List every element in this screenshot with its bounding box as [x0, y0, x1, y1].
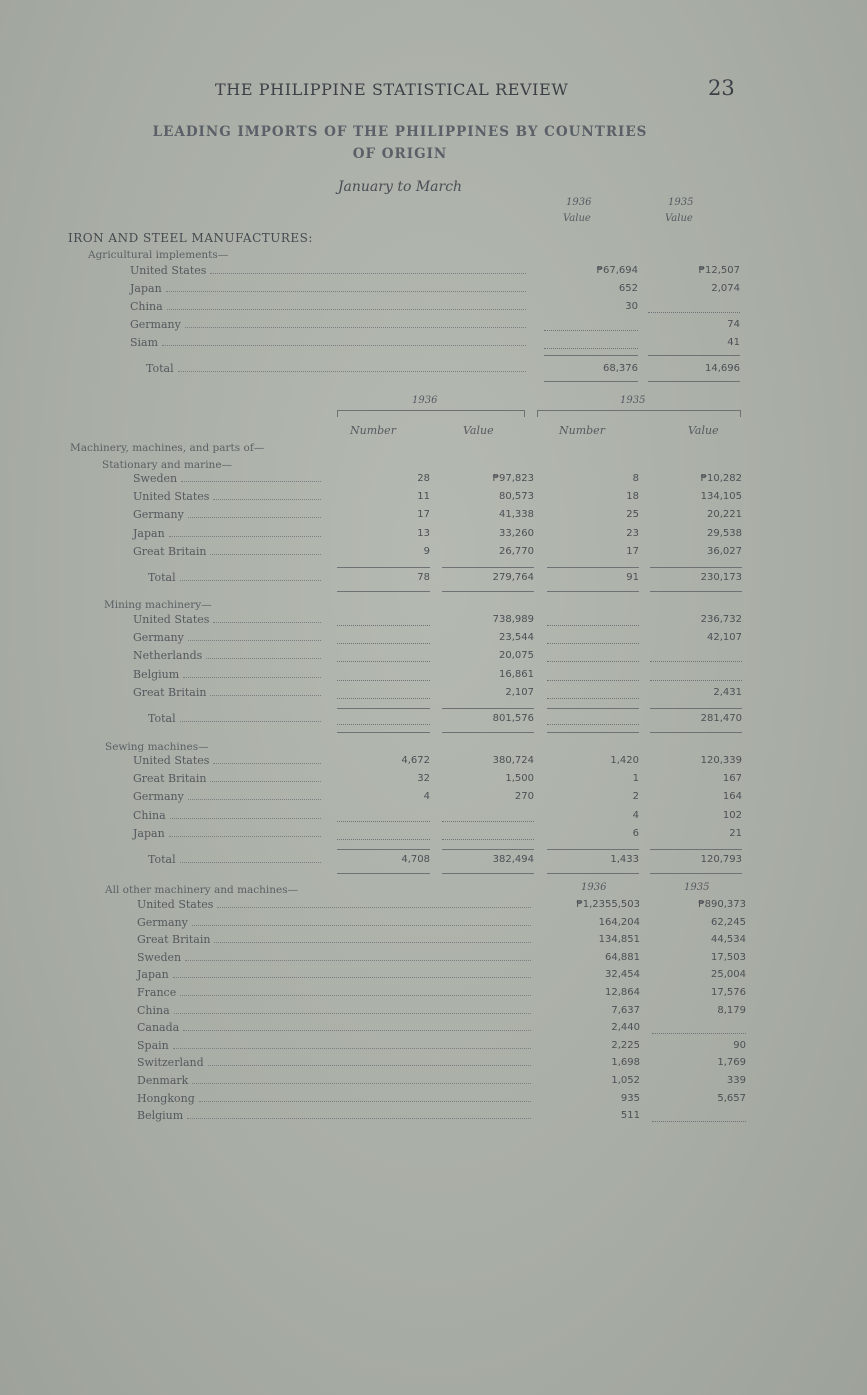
empty-dash [337, 820, 430, 822]
leader-dots [183, 677, 321, 678]
col-value-1935: Value [665, 213, 693, 224]
total-rule-bottom [547, 872, 639, 874]
row-label: United States [137, 898, 214, 911]
row-label: Germany [137, 915, 188, 929]
table-row-label [137, 916, 535, 929]
total-rule [337, 566, 430, 568]
leader-dots [178, 371, 526, 372]
cell-value-1935: ₱12,507 [698, 265, 740, 276]
cell-v1936: 20,075 [499, 650, 534, 662]
cell-v1936: 80,573 [499, 491, 534, 503]
empty-dash [442, 838, 534, 840]
cell-n1935: 6 [632, 827, 639, 839]
empty-dash [650, 679, 742, 681]
empty-dash [337, 679, 430, 681]
total-rule [648, 354, 740, 356]
total-rule-bottom [442, 872, 534, 874]
heading-machinery: Machinery, machines, and parts of— [70, 442, 265, 454]
leader-dots [213, 763, 321, 764]
empty-dash [337, 642, 430, 644]
table-row-label [137, 1039, 535, 1052]
row-label: Great Britain [133, 772, 207, 786]
cell-value-1936: 12,864 [605, 987, 640, 998]
table-row-label [137, 1092, 535, 1105]
leader-dots [210, 554, 321, 555]
cell-value-1935: 44,534 [711, 934, 746, 946]
row-label: China [137, 1003, 170, 1017]
cell-value-1936: ₱67,694 [596, 265, 638, 276]
empty-dash [652, 1120, 746, 1122]
cell-value-1936: 7,637 [611, 1004, 640, 1016]
leader-dots [210, 781, 321, 782]
row-label: Belgium [137, 1109, 184, 1123]
cell-value-1936: 652 [618, 283, 638, 294]
cell-value-1936: 511 [620, 1110, 640, 1122]
col-value-1936: Value [563, 213, 591, 224]
empty-dash [547, 679, 639, 681]
table-row-label [133, 545, 325, 558]
cell-n1935: 8 [632, 473, 639, 484]
table-row-label [130, 318, 530, 331]
row-label: Belgium [133, 667, 180, 681]
table-row-label [133, 631, 325, 644]
cell-value-1936: 2,440 [611, 1022, 640, 1034]
row-label: Germany [133, 790, 184, 804]
cell-value-1935: 74 [727, 319, 740, 330]
leader-dots [185, 327, 526, 328]
cell-v1936: 738,989 [492, 614, 534, 625]
cell-v1935: 29,538 [707, 527, 742, 539]
cell-v1935: 236,732 [700, 614, 742, 625]
cell-v1935: 134,105 [700, 491, 742, 503]
row-label: Germany [130, 318, 181, 331]
leader-dots [181, 481, 321, 482]
empty-dash [650, 660, 742, 662]
cell-v1936: ₱97,823 [492, 473, 534, 484]
cell-value-1936: 32,454 [605, 969, 640, 981]
cell-value-1936: 134,851 [598, 934, 640, 946]
row-label: Switzerland [137, 1056, 204, 1070]
subheading-stationary: Stationary and marine— [102, 459, 233, 471]
leader-dots [188, 517, 321, 518]
row-label: United States [133, 613, 210, 626]
cell-v1936: 270 [514, 791, 534, 803]
total-row-label [148, 571, 325, 584]
total-rule-bottom [650, 731, 742, 733]
row-label: Great Britain [133, 544, 207, 558]
table-row-label [137, 951, 535, 964]
cell-value-1935: 1,769 [717, 1057, 746, 1069]
cell-n1935: 1 [632, 773, 639, 785]
total-v1936: 801,576 [492, 713, 534, 724]
brace-1936 [337, 410, 525, 417]
total-n1936: 78 [417, 572, 430, 583]
empty-dash [337, 624, 430, 626]
cell-v1935: 20,221 [707, 509, 742, 521]
row-label: Japan [133, 826, 165, 840]
cell-value-1935: 8,179 [717, 1004, 746, 1016]
table-row-label [130, 300, 530, 313]
table-row-label [137, 986, 535, 999]
cell-v1936: 26,770 [499, 545, 534, 557]
cell-value-1935: 5,657 [717, 1092, 746, 1104]
total-rule [337, 707, 430, 709]
cell-v1936: 16,861 [499, 668, 534, 680]
empty-dash [547, 660, 639, 662]
period-label: January to March [337, 179, 463, 195]
cell-v1935: 21 [729, 827, 742, 839]
total-rule-bottom [650, 590, 742, 592]
total-rule [442, 707, 534, 709]
row-label: Netherlands [133, 649, 203, 663]
cell-value-1936: 1,052 [611, 1075, 640, 1086]
empty-dash [648, 311, 740, 313]
cell-value-1936: 935 [620, 1092, 640, 1104]
col-year-1936: 1936 [566, 197, 592, 208]
subheading-agricultural: Agricultural implements— [88, 249, 229, 261]
row-label: Great Britain [137, 933, 211, 947]
cell-value-1936: 1,698 [611, 1057, 640, 1069]
total-value-1935: 14,696 [705, 363, 740, 374]
row-label: Japan [137, 968, 169, 982]
cell-value-1935: 339 [726, 1075, 746, 1086]
cell-value-1935: ₱890,373 [698, 899, 746, 910]
cell-n1936: 13 [417, 527, 430, 539]
cell-n1936: 4 [423, 791, 430, 803]
total-n1935: 1,433 [610, 854, 639, 865]
subheading-sewing: Sewing machines— [105, 741, 209, 753]
leader-dots [183, 1030, 531, 1031]
total-rule [337, 848, 430, 850]
leader-dots [173, 977, 531, 978]
leader-dots [208, 1065, 531, 1066]
table-row-label [133, 668, 325, 681]
subheading-mining: Mining machinery— [104, 599, 212, 611]
cell-value-1936: 164,204 [598, 916, 640, 928]
empty-dash [547, 624, 639, 626]
row-label: Siam [130, 336, 159, 349]
cell-n1935: 18 [626, 491, 639, 503]
table-row-label [137, 1109, 535, 1122]
total-v1935: 281,470 [700, 713, 742, 724]
table-row-label [133, 827, 325, 840]
cell-n1935: 17 [626, 545, 639, 557]
leader-dots [213, 622, 321, 623]
total-n1935: 91 [626, 572, 639, 583]
cell-n1935: 4 [632, 809, 639, 821]
row-label: China [133, 808, 166, 822]
leader-dots [192, 1083, 531, 1084]
leader-dots [162, 345, 526, 346]
table-row-label [130, 336, 530, 349]
cell-value-1935: 2,074 [711, 283, 740, 294]
table-row-label [133, 649, 325, 662]
row-label: Great Britain [133, 685, 207, 699]
row-label: Hongkong [137, 1091, 195, 1105]
row-label: France [137, 986, 177, 999]
cell-n1936: 28 [417, 473, 430, 484]
leader-dots [217, 907, 531, 908]
row-label: Germany [133, 631, 184, 645]
total-rule [650, 707, 742, 709]
cell-v1935: 167 [722, 773, 742, 785]
table-row-label [137, 1004, 535, 1017]
total-v1935: 120,793 [700, 854, 742, 865]
table-row-label [133, 809, 325, 822]
total-rule [442, 566, 534, 568]
cell-n1936: 17 [417, 509, 430, 521]
table-row-label [133, 772, 325, 785]
leader-dots [180, 862, 321, 863]
col-number-1935: Number [559, 424, 605, 437]
empty-dash [337, 723, 430, 725]
empty-dash [547, 697, 639, 699]
cell-v1935: 164 [722, 791, 742, 803]
leader-dots [166, 291, 526, 292]
table-row-label [133, 490, 325, 503]
total-rule [547, 848, 639, 850]
cell-n1936: 32 [417, 773, 430, 785]
leader-dots [185, 960, 531, 961]
cell-n1935: 25 [626, 509, 639, 521]
leader-dots [173, 1048, 531, 1049]
total-rule-bottom [337, 590, 430, 592]
row-label: Sweden [137, 950, 182, 964]
col-number-1936: Number [350, 424, 396, 437]
total-rule-bottom [442, 731, 534, 733]
total-rule [650, 848, 742, 850]
row-label: Japan [133, 526, 165, 540]
table-row-label [133, 686, 325, 699]
table-row-label [130, 264, 530, 277]
page-number: 23 [708, 76, 735, 100]
table-row-label [133, 790, 325, 803]
table-row-label [137, 898, 535, 911]
total-rule [544, 354, 638, 356]
heading-other-machinery: All other machinery and machines— [105, 884, 299, 896]
leader-dots [199, 1101, 531, 1102]
row-label: China [130, 300, 163, 313]
cell-v1936: 41,338 [499, 509, 534, 521]
table-row-label [137, 1056, 535, 1069]
table-row-label [133, 508, 325, 521]
empty-dash [337, 838, 430, 840]
leader-dots [210, 273, 526, 274]
total-v1935: 230,173 [700, 572, 742, 583]
total-row-label [148, 853, 325, 866]
table-row-label [137, 933, 535, 946]
leader-dots [169, 836, 321, 837]
section-heading-iron-steel: IRON AND STEEL MANUFACTURES: [68, 231, 313, 245]
cell-n1936: 4,672 [401, 755, 430, 766]
row-label: United States [133, 754, 210, 767]
col-value-1936-m: Value [463, 424, 494, 437]
col-year-1935: 1935 [668, 197, 694, 208]
empty-dash [544, 329, 638, 331]
table-title-line2: OF ORIGIN [352, 146, 448, 162]
total-v1936: 382,494 [492, 854, 534, 865]
cell-n1936: 11 [417, 491, 430, 503]
leader-dots [174, 1013, 531, 1014]
total-row-label [146, 362, 530, 375]
cell-v1935: 36,027 [707, 545, 742, 557]
total-rule [442, 848, 534, 850]
cell-value-1936: 64,881 [605, 951, 640, 963]
total-rule [547, 707, 639, 709]
row-label: Total [148, 571, 176, 584]
group-year-1935: 1935 [620, 395, 646, 406]
row-label: Spain [137, 1038, 169, 1052]
running-head: THE PHILIPPINE STATISTICAL REVIEW [215, 80, 569, 99]
empty-dash [652, 1032, 746, 1034]
cell-v1936: 2,107 [505, 686, 534, 698]
cell-v1935: 42,107 [707, 632, 742, 644]
table-row-label [130, 282, 530, 295]
cell-value-1936: 2,225 [611, 1039, 640, 1051]
col-value-1935-m: Value [688, 424, 719, 437]
cell-value-1935: 17,503 [711, 951, 746, 963]
total-rule-bottom [337, 731, 430, 733]
cell-n1935: 2 [632, 791, 639, 803]
cell-v1936: 380,724 [492, 755, 534, 766]
table-row-label [133, 527, 325, 540]
cell-value-1935: 17,576 [711, 987, 746, 998]
cell-v1935: 120,339 [700, 755, 742, 766]
total-v1936: 279,764 [492, 572, 534, 583]
cell-n1936: 9 [423, 545, 430, 557]
total-rule-bottom [648, 380, 740, 382]
leader-dots [188, 640, 321, 641]
empty-dash [337, 697, 430, 699]
leader-dots [180, 721, 321, 722]
leader-dots [214, 942, 531, 943]
cell-value-1936: 30 [625, 301, 638, 312]
cell-v1936: 33,260 [499, 527, 534, 539]
row-label: Denmark [137, 1074, 189, 1087]
leader-dots [210, 695, 321, 696]
leader-dots [180, 580, 321, 581]
row-label: Japan [130, 282, 162, 295]
row-label: Germany [133, 508, 184, 522]
cell-v1936: 1,500 [505, 773, 534, 785]
group-year-1936: 1936 [412, 395, 438, 406]
leader-dots [169, 536, 321, 537]
row-label: Sweden [133, 472, 178, 485]
table-row-label [133, 754, 325, 767]
leader-dots [187, 1118, 531, 1119]
total-rule [650, 566, 742, 568]
table-row-label [137, 968, 535, 981]
table-row-label [137, 1074, 535, 1087]
cell-v1935: 102 [722, 809, 742, 821]
cell-n1935: 1,420 [610, 755, 639, 766]
leader-dots [213, 499, 321, 500]
cell-value-1935: 41 [727, 337, 740, 348]
leader-dots [170, 818, 321, 819]
leader-dots [206, 658, 321, 659]
table-row-label [133, 472, 325, 485]
empty-dash [547, 642, 639, 644]
table-title-line1: LEADING IMPORTS OF THE PHILIPPINES BY COUNTRIES [152, 124, 648, 140]
total-n1936: 4,708 [401, 854, 430, 865]
empty-dash [544, 347, 638, 349]
total-rule-bottom [442, 590, 534, 592]
row-label: Total [148, 712, 176, 725]
brace-1935 [537, 410, 741, 417]
empty-dash [547, 723, 639, 725]
cell-value-1935: 62,245 [711, 916, 746, 928]
leader-dots [167, 309, 526, 310]
leader-dots [192, 925, 531, 926]
col-year-1936-other: 1936 [581, 882, 607, 893]
cell-v1935: ₱10,282 [700, 473, 742, 484]
empty-dash [442, 820, 534, 822]
col-year-1935-other: 1935 [684, 882, 710, 893]
table-row-label [133, 613, 325, 626]
row-label: Total [146, 362, 174, 375]
cell-value-1935: 25,004 [711, 969, 746, 981]
total-rule-bottom [650, 872, 742, 874]
total-rule-bottom [547, 590, 639, 592]
total-rule [547, 566, 639, 568]
cell-v1935: 2,431 [713, 686, 742, 698]
leader-dots [188, 799, 321, 800]
row-label: Canada [137, 1021, 180, 1035]
total-rule-bottom [547, 731, 639, 733]
row-label: United States [133, 490, 210, 504]
cell-n1935: 23 [626, 527, 639, 539]
cell-v1936: 23,544 [499, 632, 534, 644]
empty-dash [337, 660, 430, 662]
cell-value-1936: ₱1,2355,503 [576, 899, 640, 910]
row-label: United States [130, 264, 207, 277]
cell-value-1935: 90 [733, 1039, 746, 1051]
total-rule-bottom [544, 380, 638, 382]
table-row-label [137, 1021, 535, 1034]
total-rule-bottom [337, 872, 430, 874]
total-row-label [148, 712, 325, 725]
row-label: Total [148, 853, 176, 866]
leader-dots [180, 995, 531, 996]
total-value-1936: 68,376 [603, 363, 638, 374]
